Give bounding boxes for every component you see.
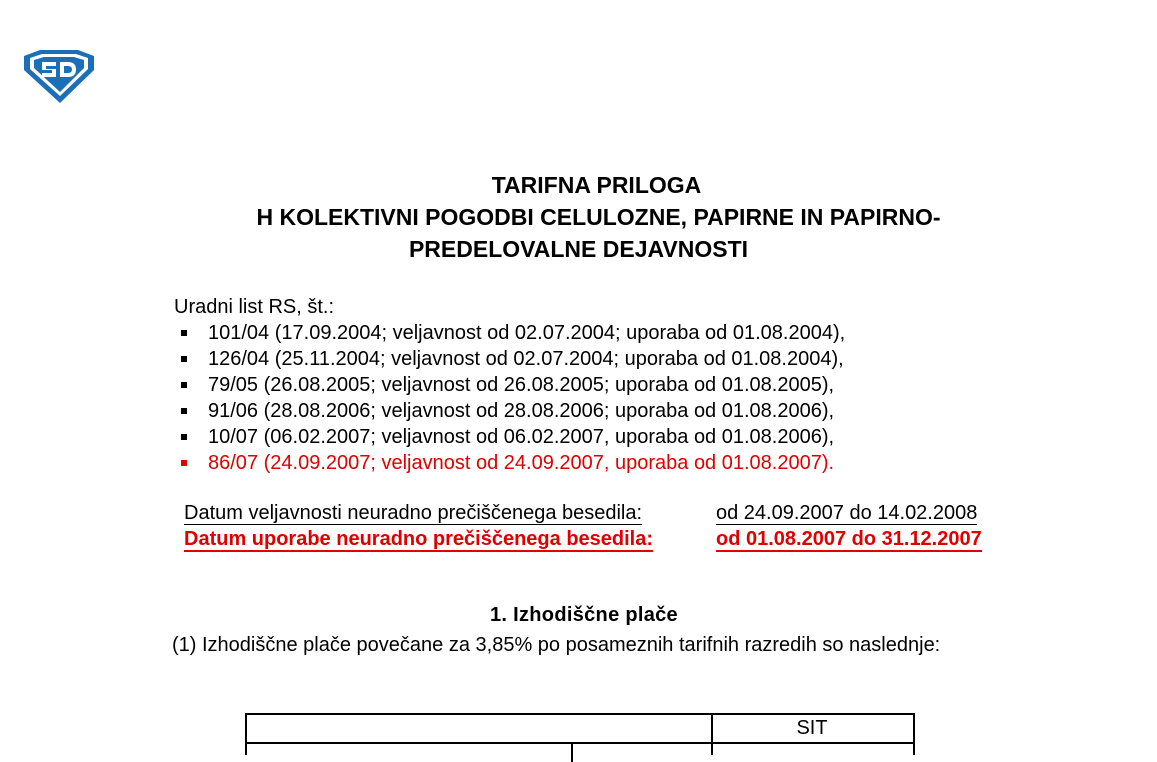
document-subtitle-line2: PREDELOVALNE DEJAVNOSTI [408,236,749,262]
bullet-icon [181,382,187,388]
date-labels [184,500,653,552]
bullet-icon [181,460,187,466]
gazette-item-text: 79/05 (26.08.2005; veljavnost od 26.08.2005; uporaba od 01.08.2005), [208,374,835,396]
gazette-item [174,424,845,450]
validity-date-label: Datum veljavnosti neuradno prečiščenega besedila: [184,502,643,524]
document-title: TARIFNA PRILOGA [491,172,702,198]
sd-diamond-logo-icon [22,50,96,104]
gazette-item-text: 86/07 (24.09.2007; veljavnost od 24.09.2007, uporaba od 01.08.2007). [208,452,835,474]
use-date-label: Datum uporabe neuradno prečiščenega besedila: [184,528,654,550]
use-date-value: od 01.08.2007 do 31.12.2007 [716,528,982,550]
gazette-item-text: 126/04 (25.11.2004; veljavnost od 02.07.2004; uporaba od 01.08.2004), [208,348,844,370]
table-column-divider [571,742,573,762]
gazette-item-text: 91/06 (28.08.2006; veljavnost od 28.08.2006; uporaba od 01.08.2006), [208,400,835,422]
bullet-icon [181,356,187,362]
bullet-icon [181,408,187,414]
gazette-item-highlighted [174,450,845,476]
date-values [716,500,982,552]
bullet-icon [181,434,187,440]
paragraph-text: (1) Izhodiščne plače povečane za 3,85% po posameznih tarifnih razredih so naslednje: [172,634,941,656]
gazette-item [174,398,845,424]
gazette-item [174,372,845,398]
gazette-item [174,320,845,346]
section-paragraph [138,632,1018,659]
gazette-references [174,294,845,476]
table-header-currency: SIT [796,717,828,739]
validity-date-value: od 24.09.2007 do 14.02.2008 [716,502,978,524]
document-subtitle-line1: H KOLEKTIVNI POGODBI CELULOZNE, PAPIRNE IN PAPIRNO- [256,204,941,230]
gazette-item [174,346,845,372]
bullet-icon [181,330,187,336]
section-heading: 1. Izhodiščne plače [490,604,678,626]
table-row-divider [247,742,913,744]
gazette-heading: Uradni list RS, št.: [174,296,335,318]
gazette-item-text: 10/07 (06.02.2007; veljavnost od 06.02.2007, uporaba od 01.08.2006), [208,426,835,448]
salary-table [245,713,915,755]
gazette-item-text: 101/04 (17.09.2004; veljavnost od 02.07.2004; uporaba od 01.08.2004), [208,322,846,344]
gazette-list [174,320,845,476]
